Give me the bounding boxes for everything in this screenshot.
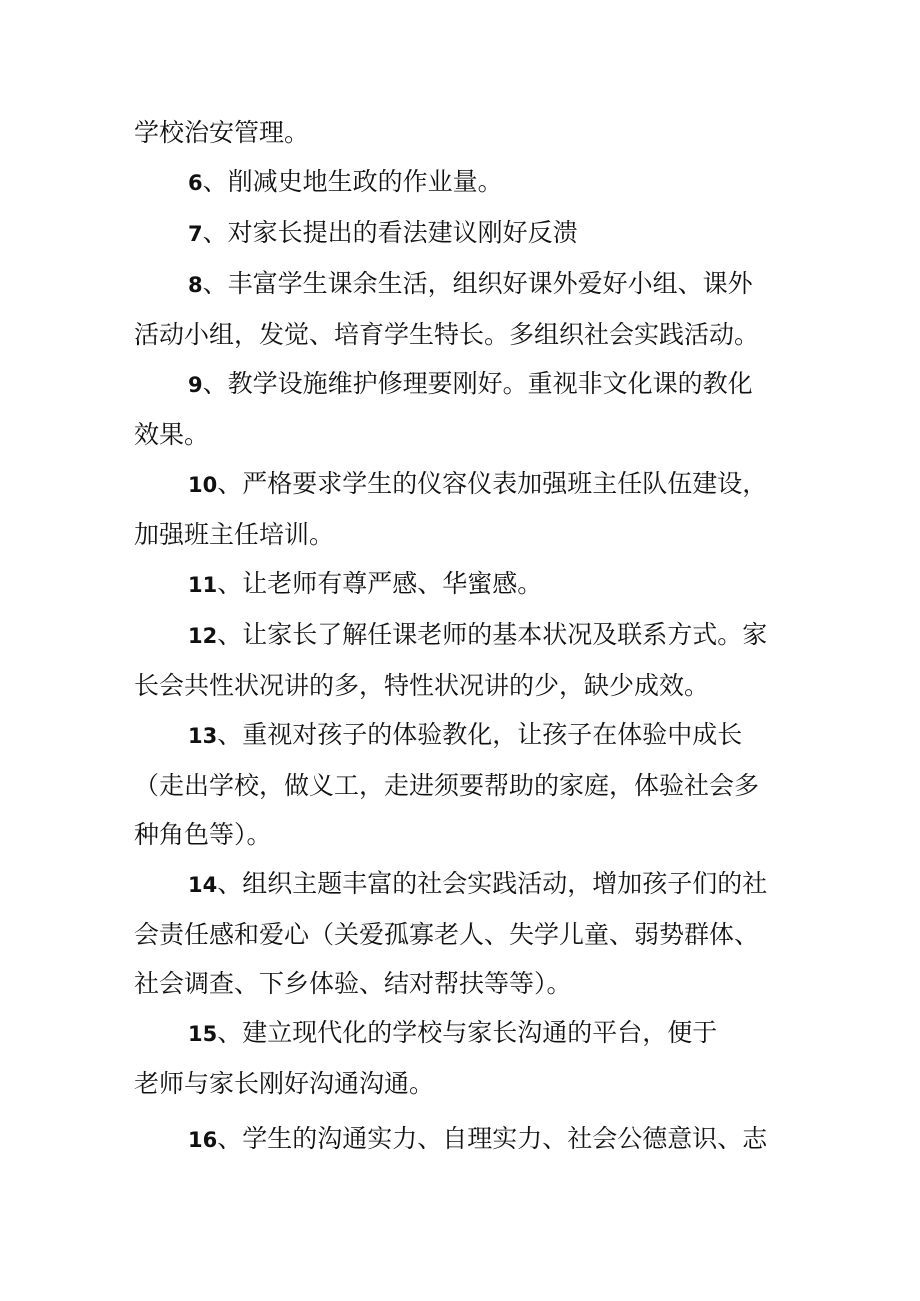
paragraph-line: 、严格要求学生的仪容仪表加强班主任队伍建设，: [217, 469, 768, 498]
paragraph-line: 、让老师有尊严感、华蜜感。: [217, 569, 543, 598]
paragraph-item-12: [134, 610, 794, 710]
paragraph-item-13: [134, 710, 794, 859]
paragraph-line: 学校治安管理。: [134, 118, 310, 147]
item-number: 6: [188, 171, 203, 195]
item-number: 12: [188, 624, 218, 648]
paragraph-item-8: [134, 259, 794, 359]
paragraph-line: 、教学设施维护修理要刚好。重视非文化课的教化: [202, 369, 753, 398]
paragraph-line: 长会共性状况讲的多，特性状况讲的少，缺少成效。: [134, 671, 710, 700]
paragraph-line: 加强班主任培训。: [134, 520, 335, 549]
paragraph-line: 效果。: [134, 420, 210, 449]
item-number: 9: [188, 373, 203, 397]
paragraph-item-16: [134, 1114, 794, 1165]
paragraph-continuation: [134, 108, 794, 157]
paragraph-line: 、削减史地生政的作业量。: [202, 167, 503, 196]
paragraph-item-14: [134, 859, 794, 1008]
item-number: 16: [188, 1128, 218, 1152]
item-number: 11: [188, 573, 218, 597]
item-number: 8: [188, 273, 203, 297]
paragraph-item-7: [134, 208, 794, 259]
paragraph-item-11: [134, 559, 794, 610]
paragraph-line: 活动小组，发觉、培育学生特长。多组织社会实践活动。: [134, 320, 760, 349]
item-number: 14: [188, 873, 218, 897]
paragraph-item-9: [134, 359, 794, 459]
paragraph-line: 、让家长了解任课老师的基本状况及联系方式。家: [217, 620, 768, 649]
paragraph-item-10: [134, 459, 794, 559]
paragraph-line: 会责任感和爱心（关爱孤寡老人、失学儿童、弱势群体、: [134, 920, 760, 949]
paragraph-item-6: [134, 157, 794, 208]
item-number: 13: [188, 724, 218, 748]
paragraph-line: 、组织主题丰富的社会实践活动，增加孩子们的社: [217, 869, 768, 898]
item-number: 7: [188, 222, 203, 246]
paragraph-line: 、丰富学生课余生活，组织好课外爱好小组、课外: [202, 269, 753, 298]
paragraph-line: 、重视对孩子的体验教化，让孩子在体验中成长: [217, 720, 743, 749]
paragraph-line: 种角色等）。: [134, 820, 272, 849]
paragraph-item-15: [134, 1008, 794, 1108]
paragraph-line: 老师与家长刚好沟通沟通。: [134, 1069, 435, 1098]
paragraph-line: 、建立现代化的学校与家长沟通的平台，便于: [217, 1018, 718, 1047]
document-page: [134, 108, 794, 1165]
paragraph-line: （走出学校，做义工，走进须要帮助的家庭，体验社会多: [134, 771, 760, 800]
item-number: 15: [188, 1022, 218, 1046]
paragraph-line: 社会调查、下乡体验、结对帮扶等等）。: [134, 969, 572, 998]
item-number: 10: [188, 473, 218, 497]
paragraph-line: 、学生的沟通实力、自理实力、社会公德意识、志: [217, 1124, 768, 1153]
paragraph-line: 、对家长提出的看法建议刚好反溃: [202, 218, 578, 247]
